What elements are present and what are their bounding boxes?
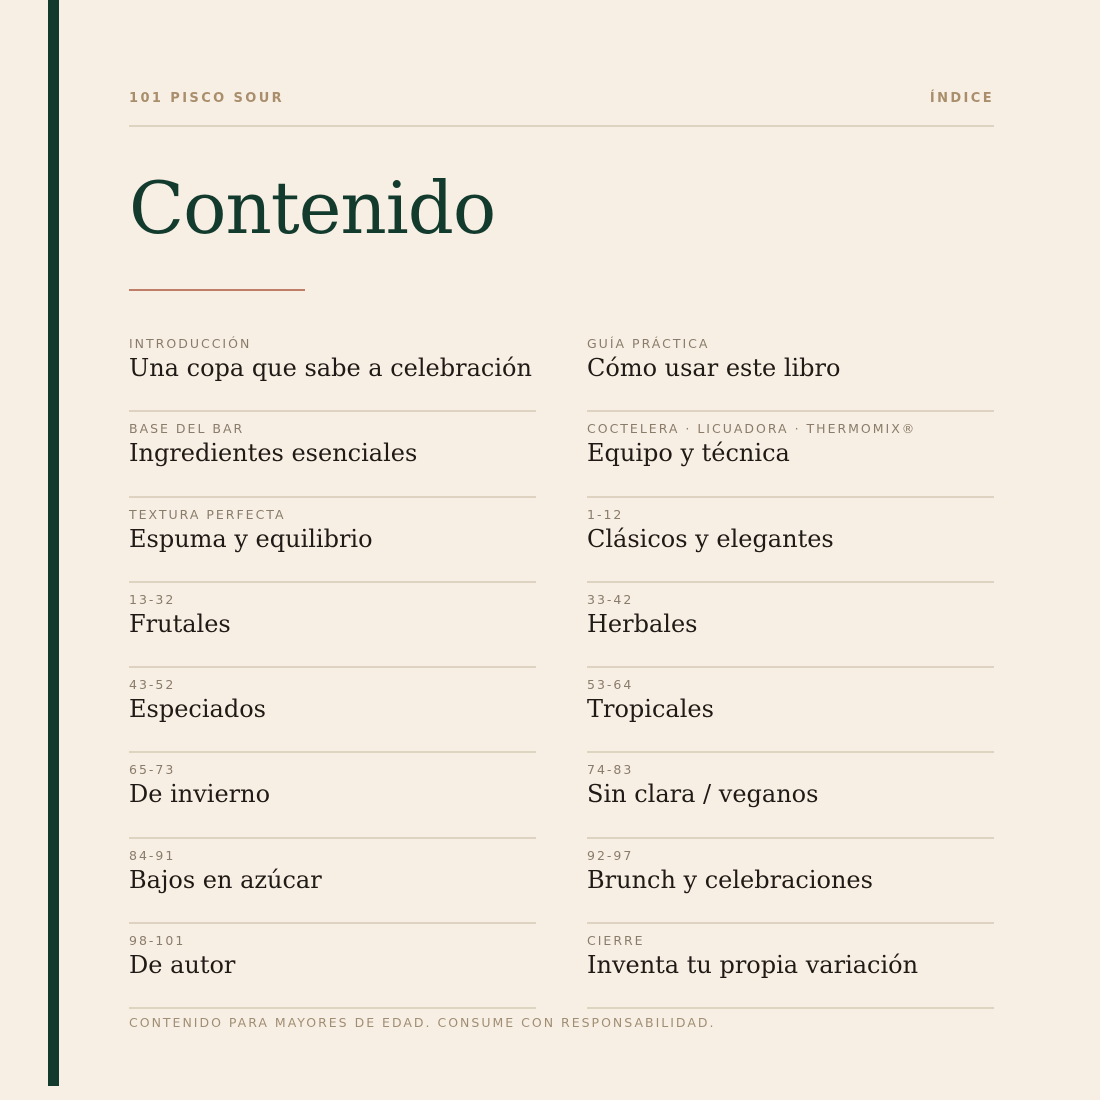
- section-label: ÍNDICE: [929, 91, 994, 106]
- header-divider: [129, 125, 994, 127]
- book-title: 101 PISCO SOUR: [129, 91, 285, 106]
- toc-entry-label: 74-83: [587, 762, 634, 778]
- toc-entry-sin-clara[interactable]: [587, 753, 994, 838]
- page-title: Contenido: [129, 166, 496, 250]
- toc-entry-clasicos[interactable]: [587, 498, 994, 583]
- toc-entry-de-autor[interactable]: [129, 924, 536, 1009]
- toc-entry-introduccion[interactable]: [129, 327, 536, 412]
- toc-entry-label: BASE DEL BAR: [129, 421, 245, 437]
- toc-entry-base-del-bar[interactable]: [129, 412, 536, 497]
- toc-entry-title: Bajos en azúcar: [129, 865, 322, 894]
- toc-entry-label: 65-73: [129, 762, 176, 778]
- title-accent-rule: [129, 289, 305, 291]
- spine-bar: [48, 0, 59, 1086]
- toc-entry-title: Frutales: [129, 609, 231, 638]
- toc-entry-title: Clásicos y elegantes: [587, 524, 834, 553]
- toc-entry-title: Una copa que sabe a celebración: [129, 354, 532, 382]
- toc-entry-label: 33-42: [587, 591, 634, 607]
- toc-entry-bajos-en-azucar[interactable]: [129, 839, 536, 924]
- toc-entry-title: Inventa tu propia variación: [587, 951, 919, 980]
- toc-entry-equipo[interactable]: [587, 412, 994, 497]
- toc-entry-de-invierno[interactable]: [129, 753, 536, 838]
- toc-entry-title: Espuma y equilibrio: [129, 524, 373, 553]
- toc-entry-label: COCTELERA · LICUADORA · THERMOMIX®: [587, 421, 917, 437]
- toc-entry-label: 53-64: [587, 677, 634, 693]
- toc-entry-title: Cómo usar este libro: [587, 354, 841, 382]
- toc-entry-brunch[interactable]: [587, 839, 994, 924]
- toc-entry-especiados[interactable]: [129, 668, 536, 753]
- toc-entry-title: Herbales: [587, 609, 698, 638]
- toc-entry-title: Especiados: [129, 695, 266, 724]
- toc-entry-label: TEXTURA PERFECTA: [129, 506, 286, 522]
- toc-entry-title: Brunch y celebraciones: [587, 865, 873, 894]
- toc-entry-label: GUÍA PRÁCTICA: [587, 336, 710, 351]
- toc-entry-tropicales[interactable]: [587, 668, 994, 753]
- toc-entry-label: 84-91: [129, 847, 176, 863]
- toc-entry-label: 98-101: [129, 933, 186, 949]
- toc-entry-frutales[interactable]: [129, 583, 536, 668]
- toc-entry-title: Sin clara / veganos: [587, 780, 819, 809]
- toc-entry-label: 13-32: [129, 591, 176, 607]
- page-header: [129, 91, 994, 107]
- toc-entry-label: 43-52: [129, 677, 176, 693]
- toc-entry-label: CIERRE: [587, 933, 645, 949]
- toc-entry-textura[interactable]: [129, 498, 536, 583]
- toc-entry-guia-practica[interactable]: [587, 327, 994, 412]
- table-of-contents: [129, 327, 994, 1009]
- toc-entry-title: Tropicales: [587, 695, 714, 724]
- toc-entry-herbales[interactable]: [587, 583, 994, 668]
- toc-entry-title: De autor: [129, 951, 236, 980]
- age-disclaimer: CONTENIDO PARA MAYORES DE EDAD. CONSUME CON RESPONSABILIDAD.: [129, 1015, 716, 1030]
- toc-entry-label: INTRODUCCIÓN: [129, 336, 252, 351]
- toc-entry-title: Equipo y técnica: [587, 439, 790, 468]
- toc-entry-label: 92-97: [587, 847, 634, 863]
- toc-entry-label: 1-12: [587, 506, 624, 522]
- toc-entry-title: Ingredientes esenciales: [129, 439, 418, 468]
- toc-entry-title: De invierno: [129, 780, 271, 809]
- toc-entry-cierre[interactable]: [587, 924, 994, 1009]
